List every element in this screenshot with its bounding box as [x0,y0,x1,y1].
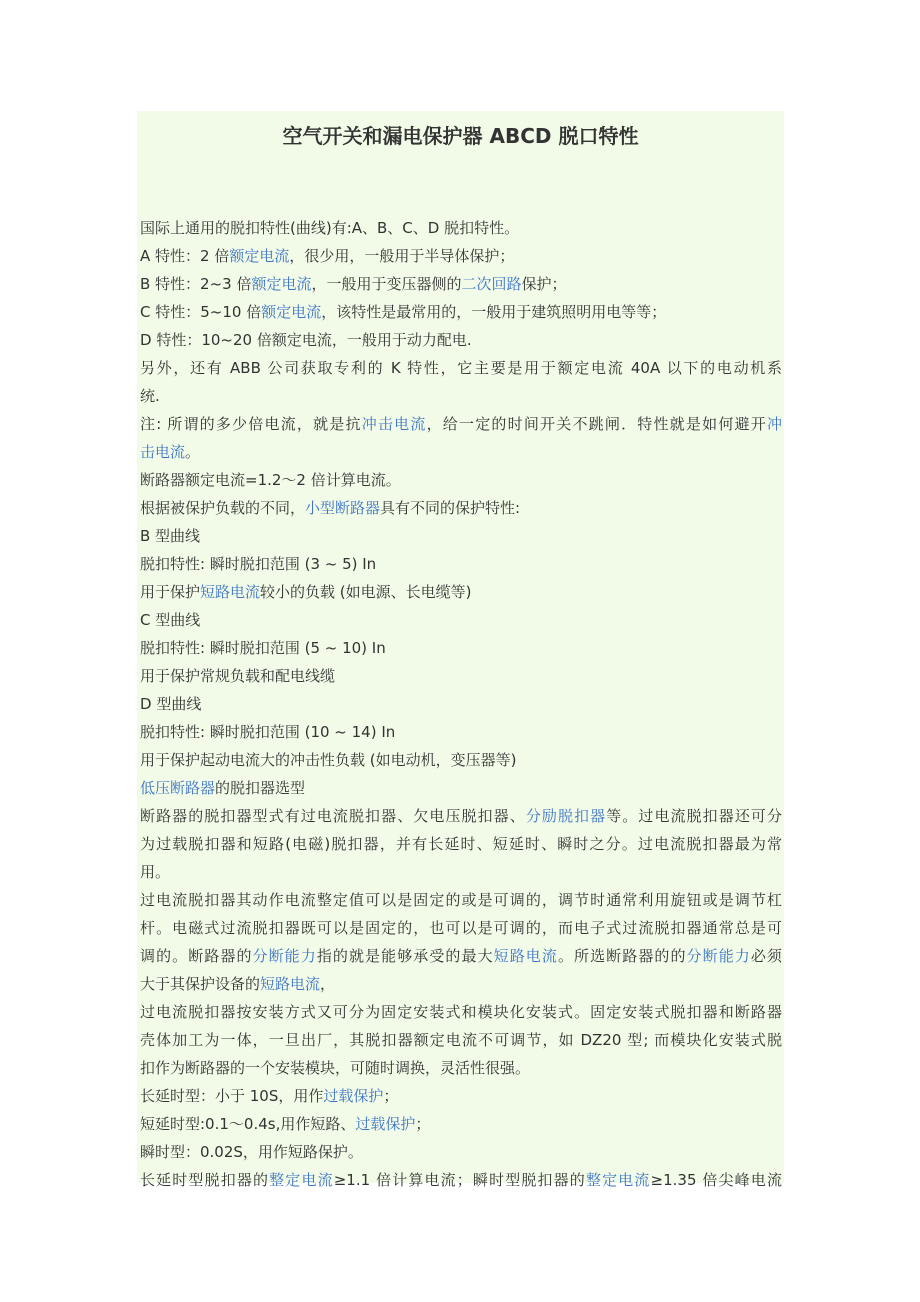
line-text: ， [320,975,336,993]
line-text: 脱扣特性: 瞬时脱扣范围 (5 ~ 10) In [140,639,386,657]
term-link[interactable]: 击电流 [140,443,186,461]
line-text: 国际上通用的脱扣特性(曲线)有:A、B、C、D 脱扣特性。 [140,219,520,237]
text-line [140,634,782,662]
term-link[interactable]: 分断能力 [686,947,751,965]
text-line [140,270,782,298]
document-panel [137,111,784,1189]
text-line [140,298,782,326]
term-link[interactable]: 冲击电流 [361,415,427,433]
line-text: 杆。电磁式过流脱扣器既可以是固定的，也可以是可调的，而电子式过流脱扣器通常总是可 [140,919,782,937]
text-line [140,494,782,522]
line-text: ，很少用，一般用于半导体保护； [289,247,515,265]
text-line [140,382,782,410]
text-line [140,1054,782,1082]
text-line [140,914,782,942]
line-text: 用于保护 [140,583,201,601]
term-link[interactable]: 额定电流 [251,275,312,293]
line-text: 指的就是能够承受的最大 [316,947,494,965]
line-text: 扣作为断路器的一个安装模块，可随时调换，灵活性很强。 [140,1059,531,1077]
text-line [140,326,782,354]
term-link[interactable]: 低压断路器 [140,779,216,797]
line-text: ； [383,1087,399,1105]
line-text: 瞬时型：0.02S，用作短路保护。 [140,1143,363,1161]
term-link[interactable]: 过载保护 [323,1087,384,1105]
line-text: 必须 [750,947,782,965]
line-text: 等。过电流脱扣器还可分 [606,807,782,825]
line-text: 长延时型：小于 10S，用作 [140,1087,324,1105]
text-line [140,1138,782,1166]
text-line [140,830,782,858]
line-text: 过电流脱扣器其动作电流整定值可以是固定的或是可调的，调节时通常利用旋钮或是调节杠 [140,891,782,909]
line-text: ，一般用于变压器侧的 [311,275,462,293]
term-link[interactable]: 分励脱扣器 [525,807,607,825]
text-line [140,1026,782,1054]
text-line [140,354,782,382]
text-line [140,606,782,634]
line-text: 统. [140,387,160,405]
text-line [140,242,782,270]
line-text: 大于其保护设备的 [140,975,261,993]
term-link[interactable]: 整定电流 [269,1171,334,1189]
line-text: 过电流脱扣器按安装方式又可分为固定安装式和模块化安装式。固定安装式脱扣器和断路器 [140,1003,782,1021]
line-text: ≥1.35 倍尖峰电流 [650,1171,782,1189]
line-text: 。所选断路器的的 [557,947,687,965]
text-line [140,466,782,494]
line-text: ，给一定的时间开关不跳闸．特性就是如何避开 [426,415,767,433]
line-text: 另外，还有 ABB 公司获取专利的 K 特性，它主要是用于额定电流 40A 以下的电动机系 [140,359,782,377]
line-text: 短延时型:0.1～0.4s,用作短路、 [140,1115,356,1133]
document-body [140,214,782,1194]
line-text: 用于保护常规负载和配电线缆 [140,667,336,685]
line-text: 用。 [140,863,171,881]
line-text: C 型曲线 [140,611,201,629]
term-link[interactable]: 冲 [766,415,782,433]
line-text: B 特性：2~3 倍 [140,275,252,293]
text-line [140,522,782,550]
text-line [140,214,782,242]
term-link[interactable]: 小型断路器 [305,499,381,517]
line-text: 调的。断路器的 [140,947,253,965]
line-text: 较小的负载 (如电源、长电缆等) [260,583,472,601]
line-text: 。 [185,443,201,461]
line-text: 的脱扣器选型 [215,779,306,797]
document-title: 空气开关和漏电保护器 ABCD 脱口特性 [282,124,639,148]
term-link[interactable]: 额定电流 [261,303,322,321]
term-link[interactable]: 分断能力 [252,947,317,965]
text-line [140,998,782,1026]
line-text: 注: 所谓的多少倍电流，就是抗 [140,415,362,433]
line-text: 根据被保护负载的不同， [140,499,306,517]
term-link[interactable]: 过载保护 [355,1115,416,1133]
text-line [140,746,782,774]
line-text: 断路器的脱扣器型式有过电流脱扣器、欠电压脱扣器、 [140,807,526,825]
line-text: 壳体加工为一体，一旦出厂，其脱扣器额定电流不可调节，如 DZ20 型; 而模块化安装式脱 [140,1031,782,1049]
line-text: ，该特性是最常用的，一般用于建筑照明用电等等； [321,303,667,321]
line-text: C 特性：5~10 倍 [140,303,262,321]
term-link[interactable]: 短路电流 [260,975,321,993]
text-line [140,970,782,998]
text-line [140,550,782,578]
term-link[interactable]: 整定电流 [585,1171,651,1189]
line-text: 断路器额定电流=1.2～2 倍计算电流。 [140,471,401,489]
text-line [140,886,782,914]
line-text: ≥1.1 倍计算电流；瞬时型脱扣器的 [333,1171,586,1189]
term-link[interactable]: 短路电流 [200,583,261,601]
text-line [140,858,782,886]
term-link[interactable]: 二次回路 [461,275,522,293]
text-line [140,802,782,830]
text-line [140,1082,782,1110]
text-line [140,438,782,466]
line-text: 脱扣特性: 瞬时脱扣范围 (10 ~ 14) In [140,723,396,741]
line-text: D 特性：10~20 倍额定电流，一般用于动力配电. [140,331,472,349]
line-text: ； [415,1115,431,1133]
text-line [140,662,782,690]
line-text: A 特性：2 倍 [140,247,230,265]
text-line [140,1166,782,1194]
term-link[interactable]: 额定电流 [229,247,290,265]
line-text: 长延时型脱扣器的 [140,1171,270,1189]
text-line [140,1110,782,1138]
text-line [140,410,782,438]
text-line [140,774,782,802]
term-link[interactable]: 短路电流 [493,947,558,965]
line-text: D 型曲线 [140,695,202,713]
line-text: 为过载脱扣器和短路(电磁)脱扣器，并有长延时、短延时、瞬时之分。过电流脱扣器最为常 [140,835,782,853]
line-text: 脱扣特性: 瞬时脱扣范围 (3 ~ 5) In [140,555,377,573]
text-line [140,942,782,970]
line-text: B 型曲线 [140,527,201,545]
text-line [140,690,782,718]
line-text: 具有不同的保护特性: [380,499,521,517]
line-text: 保护； [521,275,567,293]
text-line [140,578,782,606]
text-line [140,718,782,746]
line-text: 用于保护起动电流大的冲击性负载 (如电动机，变压器等) [140,751,517,769]
